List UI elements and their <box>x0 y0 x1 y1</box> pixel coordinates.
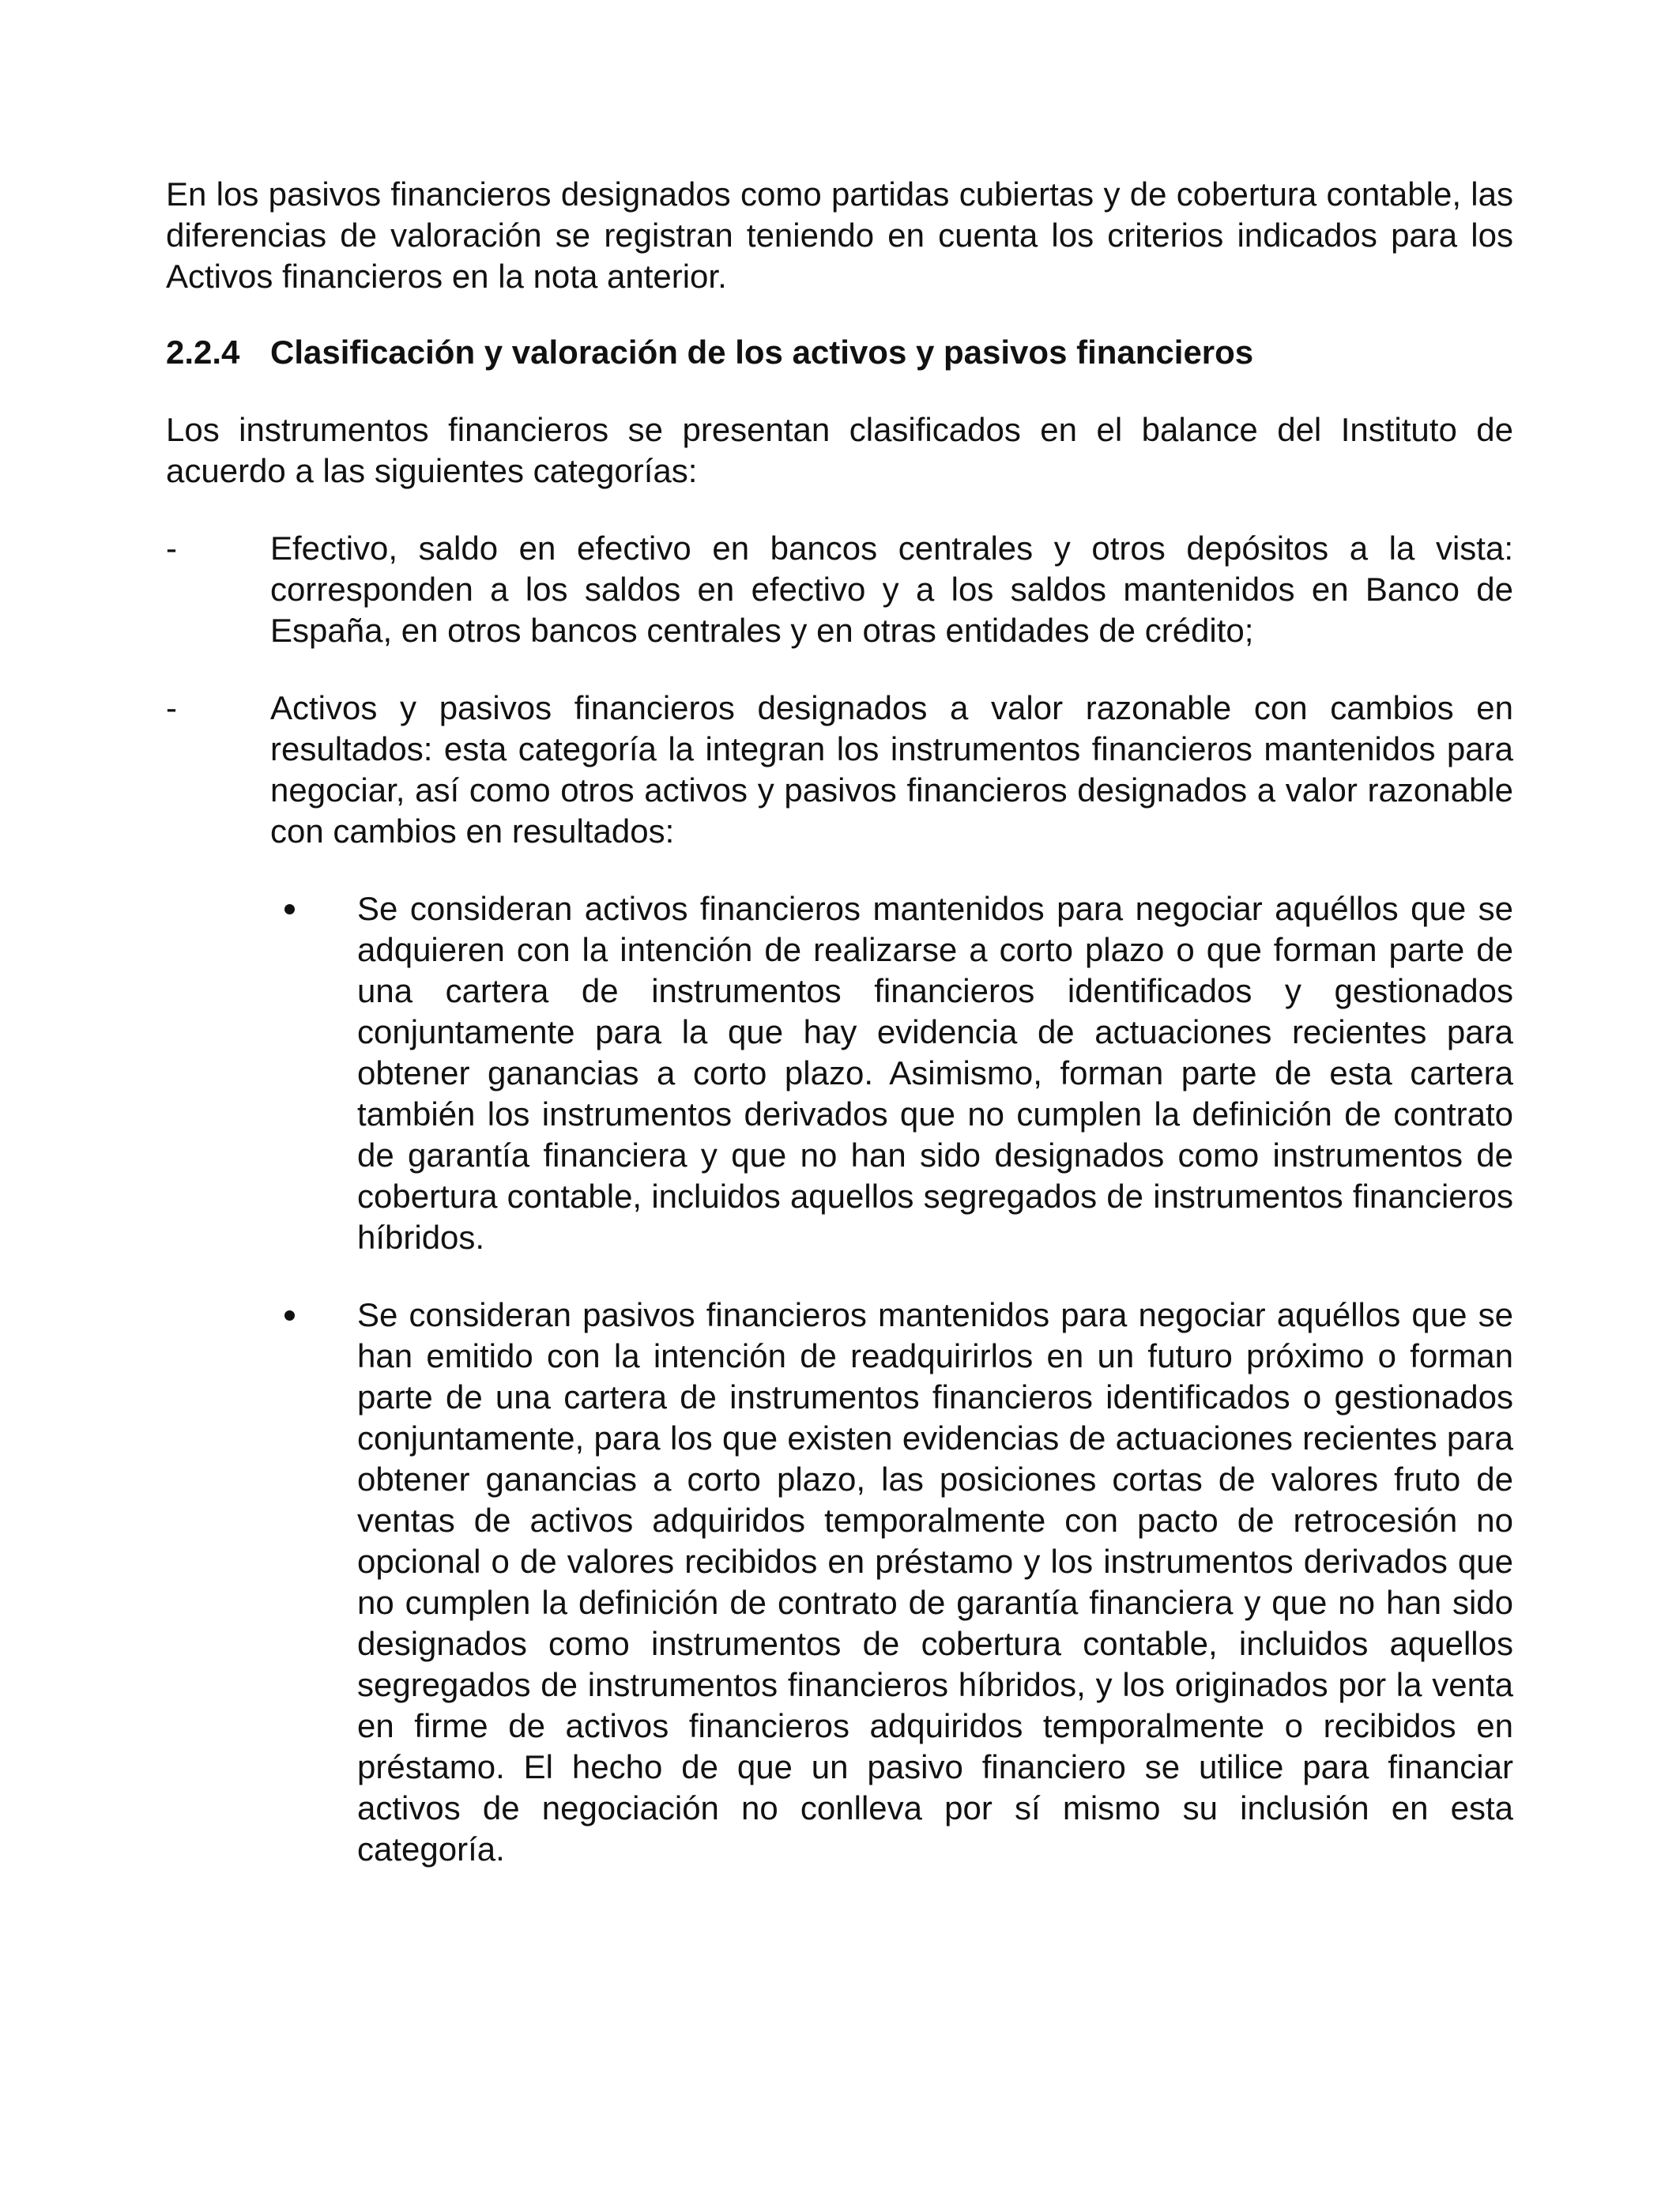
list-item-text: Efectivo, saldo en efectivo en bancos centrales y otros depósitos a la vista: corresponden a los saldos en efectivo y a los saldos mantenidos en Banco de España, en otros bancos centrales y en otras entidades de crédito; <box>270 530 1513 649</box>
dash-marker: - <box>166 530 177 567</box>
bullet-icon <box>270 1295 357 1870</box>
list-item <box>166 688 1513 852</box>
section-number: 2.2.4 <box>166 334 240 371</box>
dash-marker: - <box>166 689 177 726</box>
bullet-icon <box>270 888 357 1258</box>
intro-paragraph: En los pasivos financieros designados como partidas cubiertas y de cobertura contable, las diferencias de valoración se registran teniendo en cuenta los criterios indicados para los Activos financieros en la nota anterior. <box>166 175 1513 295</box>
bullet-item-text: Se consideran pasivos financieros mantenidos para negociar aquéllos que se han emitido con la intención de readquirirlos en un futuro próximo o forman parte de una cartera de instrumentos financieros identificados o gestionados conjuntamente, para los que existen evidencias de actuaciones recientes para obtener ganancias a corto plazo, las posiciones cortas de valores fruto de ventas de activos adquiridos temporalmente con pacto de retrocesión no opcional o de valores recibidos en préstamo y los instrumentos derivados que no cumplen la definición de contrato de garantía financiera y que no han sido designados como instrumentos de cobertura contable, incluidos aquellos segregados de instrumentos financieros híbridos, y los originados por la venta en firme de activos financieros adquiridos temporalmente o recibidos en préstamo. El hecho de que un pasivo financiero se utilice para financiar activos de negociación no conlleva por sí mismo su inclusión en esta categoría. <box>357 1296 1513 1868</box>
document-page <box>166 174 1513 1870</box>
bullet-item-text: Se consideran activos financieros mantenidos para negociar aquéllos que se adquieren con la intención de realizarse a corto plazo o que forman parte de una cartera de instrumentos financieros identificados y gestionados conjuntamente para la que hay evidencia de actuaciones recientes para obtener ganancias a corto plazo. Asimismo, forman parte de esta cartera también los instrumentos derivados que no cumplen la definición de contrato de garantía financiera y que no han sido designados como instrumentos de cobertura contable, incluidos aquellos segregados de instrumentos financieros híbridos. <box>357 890 1513 1256</box>
bullet-list-item <box>270 1295 1513 1870</box>
section-title: Clasificación y valoración de los activos y pasivos financieros <box>270 334 1254 371</box>
bullet-list-item <box>270 888 1513 1258</box>
list-item-text: Activos y pasivos financieros designados a valor razonable con cambios en resultados: esta categoría la integran los instrumentos financieros mantenidos para negociar, así como otros activos y pasivos financieros designados a valor razonable con cambios en resultados: <box>270 689 1513 850</box>
lead-paragraph: Los instrumentos financieros se presentan clasificados en el balance del Instituto de acuerdo a las siguientes categorías: <box>166 411 1513 489</box>
list-item <box>166 528 1513 651</box>
section-heading <box>166 332 1513 373</box>
